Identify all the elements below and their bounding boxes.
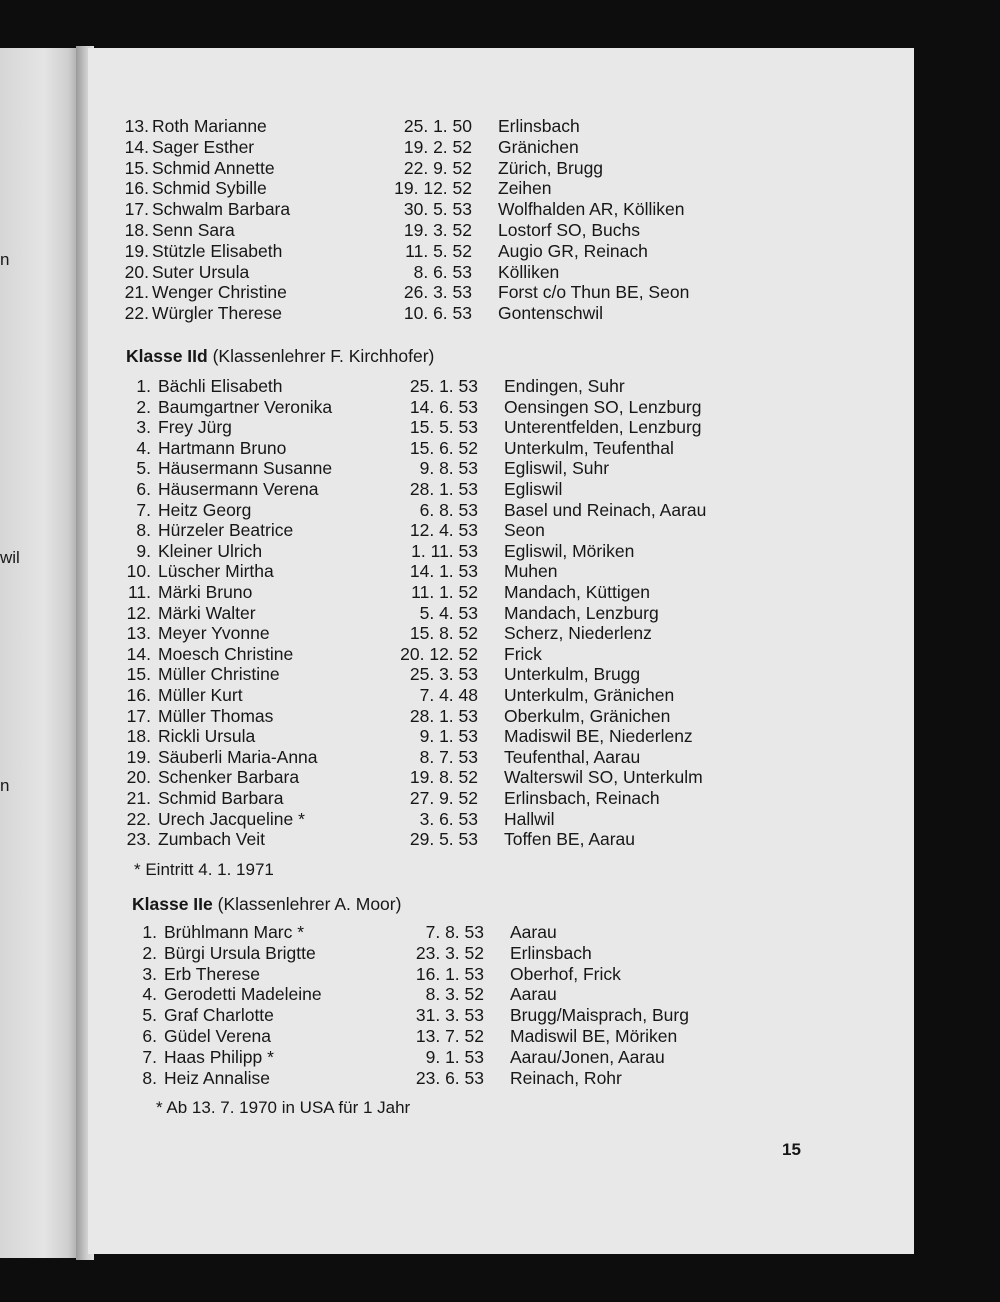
table-row bbox=[88, 541, 888, 561]
birth-date: 11. 1. 52 bbox=[411, 582, 478, 602]
birth-date: 30. 5. 53 bbox=[403, 199, 472, 220]
student-name: Roth Marianne bbox=[152, 116, 267, 136]
row-number: 5. bbox=[136, 458, 151, 479]
student-name: Urech Jacqueline * bbox=[158, 808, 305, 829]
row-number: 2. bbox=[136, 396, 151, 417]
home-place: Frick bbox=[504, 643, 542, 664]
birth-date: 16. 1. 53 bbox=[415, 963, 484, 984]
row-number: 6. bbox=[136, 479, 151, 499]
student-name: Hürzeler Beatrice bbox=[158, 520, 294, 541]
student-name: Suter Ursula bbox=[152, 261, 250, 282]
row-number: 4. bbox=[136, 437, 151, 458]
student-name: Zumbach Veit bbox=[158, 829, 265, 850]
book-page bbox=[88, 48, 914, 1254]
student-name: Bächli Elisabeth bbox=[158, 376, 283, 396]
birth-date: 25. 1. 53 bbox=[409, 376, 478, 396]
home-place: Kölliken bbox=[498, 261, 560, 282]
birth-date: 8. 7. 53 bbox=[419, 746, 478, 767]
home-place: Unterkulm, Gränichen bbox=[504, 685, 675, 705]
birth-date: 22. 9. 52 bbox=[403, 157, 472, 178]
table-row bbox=[88, 282, 888, 302]
birth-date: 19. 8. 52 bbox=[409, 767, 478, 788]
birth-date: 20. 12. 52 bbox=[400, 643, 478, 664]
birth-date: 7. 4. 48 bbox=[419, 685, 478, 705]
row-number: 5. bbox=[142, 1005, 157, 1026]
student-name: Baumgartner Veronika bbox=[158, 396, 333, 417]
row-number: 15. bbox=[126, 664, 151, 685]
class-teacher: (Klassenlehrer A. Moor) bbox=[217, 894, 402, 914]
table-row bbox=[88, 664, 888, 684]
student-name: Müller Christine bbox=[158, 664, 280, 685]
row-number: 16. bbox=[126, 685, 151, 705]
row-number: 18. bbox=[126, 726, 151, 747]
table-row bbox=[88, 685, 888, 705]
student-name: Märki Walter bbox=[158, 602, 256, 623]
student-name: Rickli Ursula bbox=[158, 726, 256, 747]
row-number: 21. bbox=[126, 788, 151, 808]
birth-date: 11. 5. 52 bbox=[405, 240, 472, 261]
birth-date: 19. 2. 52 bbox=[403, 136, 472, 157]
table-row bbox=[88, 922, 888, 942]
row-number: 19. bbox=[124, 240, 149, 261]
row-number: 23. bbox=[126, 829, 151, 850]
row-number: 8. bbox=[142, 1067, 157, 1088]
birth-date: 29. 5. 53 bbox=[409, 829, 478, 850]
home-place: Aarau/Jonen, Aarau bbox=[510, 1046, 665, 1067]
birth-date: 9. 8. 53 bbox=[419, 458, 478, 479]
student-name: Schenker Barbara bbox=[158, 767, 300, 788]
row-number: 17. bbox=[124, 199, 149, 220]
row-number: 19. bbox=[126, 746, 151, 767]
birth-date: 15. 8. 52 bbox=[409, 623, 478, 644]
student-name: Gerodetti Madeleine bbox=[164, 984, 322, 1005]
row-number: 9. bbox=[136, 540, 151, 561]
home-place: Basel und Reinach, Aarau bbox=[504, 499, 707, 520]
table-row bbox=[88, 397, 888, 417]
home-place: Mandach, Lenzburg bbox=[504, 602, 659, 623]
home-place: Gränichen bbox=[498, 136, 579, 157]
table-row bbox=[88, 984, 888, 1004]
birth-date: 1. 11. 53 bbox=[411, 540, 478, 561]
student-name: Moesch Christine bbox=[158, 643, 294, 664]
table-row bbox=[88, 1026, 888, 1046]
birth-date: 23. 3. 52 bbox=[415, 942, 484, 963]
student-name: Heiz Annalise bbox=[164, 1067, 271, 1088]
table-row bbox=[88, 376, 888, 396]
student-name: Häusermann Verena bbox=[158, 479, 319, 499]
birth-date: 10. 6. 53 bbox=[403, 303, 472, 324]
birth-date: 12. 4. 53 bbox=[409, 520, 478, 541]
student-name: Hartmann Bruno bbox=[158, 437, 287, 458]
home-place: Unterentfelden, Lenzburg bbox=[504, 417, 702, 438]
table-row bbox=[88, 303, 888, 323]
row-number: 4. bbox=[142, 984, 157, 1005]
student-name: Meyer Yvonne bbox=[158, 623, 270, 644]
home-place: Reinach, Rohr bbox=[510, 1067, 622, 1088]
birth-date: 9. 1. 53 bbox=[419, 726, 478, 747]
home-place: Madiswil BE, Niederlenz bbox=[504, 726, 693, 747]
left-page-fragment: n bbox=[0, 250, 10, 269]
home-place: Forst c/o Thun BE, Seon bbox=[498, 282, 690, 303]
home-place: Muhen bbox=[504, 561, 558, 582]
table-row bbox=[88, 603, 888, 623]
table-row bbox=[88, 747, 888, 767]
student-name: Schmid Barbara bbox=[158, 788, 284, 808]
row-number: 20. bbox=[126, 767, 151, 788]
home-place: Scherz, Niederlenz bbox=[504, 623, 652, 644]
home-place: Oberhof, Frick bbox=[510, 963, 621, 984]
row-number: 16. bbox=[124, 178, 149, 199]
birth-date: 9. 1. 53 bbox=[425, 1046, 484, 1067]
home-place: Wolfhalden AR, Kölliken bbox=[498, 199, 685, 220]
table-row bbox=[88, 1068, 888, 1088]
footnote-iie: * Ab 13. 7. 1970 in USA für 1 Jahr bbox=[156, 1098, 411, 1117]
birth-date: 25. 3. 53 bbox=[409, 664, 478, 685]
table-row bbox=[88, 767, 888, 787]
table-row bbox=[88, 829, 888, 849]
row-number: 1. bbox=[142, 922, 157, 942]
row-number: 11. bbox=[127, 582, 151, 602]
home-place: Erlinsbach, Reinach bbox=[504, 788, 660, 808]
birth-date: 23. 6. 53 bbox=[415, 1067, 484, 1088]
birth-date: 6. 8. 53 bbox=[419, 499, 478, 520]
student-name: Brühlmann Marc * bbox=[164, 922, 305, 942]
row-number: 17. bbox=[126, 705, 151, 726]
page-number: 15 bbox=[782, 1140, 801, 1159]
footnote-iid: * Eintritt 4. 1. 1971 bbox=[134, 860, 274, 879]
table-row bbox=[88, 178, 888, 198]
row-number: 7. bbox=[136, 499, 151, 520]
birth-date: 15. 6. 52 bbox=[409, 437, 478, 458]
home-place: Lostorf SO, Buchs bbox=[498, 220, 641, 240]
table-row bbox=[88, 220, 888, 240]
table-row bbox=[88, 1047, 888, 1067]
row-number: 8. bbox=[136, 520, 151, 541]
left-page-edge bbox=[0, 48, 80, 1258]
birth-date: 26. 3. 53 bbox=[403, 282, 472, 303]
birth-date: 8. 3. 52 bbox=[425, 984, 484, 1005]
table-row bbox=[88, 458, 888, 478]
class-heading-iid bbox=[126, 346, 434, 367]
student-name: Häusermann Susanne bbox=[158, 458, 333, 479]
table-row bbox=[88, 1005, 888, 1025]
student-name: Würgler Therese bbox=[152, 303, 283, 324]
birth-date: 19. 12. 52 bbox=[394, 178, 472, 199]
home-place: Zürich, Brugg bbox=[498, 157, 604, 178]
table-row bbox=[88, 964, 888, 984]
home-place: Endingen, Suhr bbox=[504, 376, 625, 396]
student-name: Graf Charlotte bbox=[164, 1005, 274, 1026]
row-number: 22. bbox=[124, 303, 149, 324]
student-name: Säuberli Maria-Anna bbox=[158, 746, 318, 767]
birth-date: 7. 8. 53 bbox=[425, 922, 484, 942]
row-number: 6. bbox=[142, 1026, 157, 1046]
birth-date: 14. 6. 53 bbox=[409, 396, 478, 417]
birth-date: 14. 1. 53 bbox=[409, 561, 478, 582]
row-number: 3. bbox=[136, 417, 151, 438]
home-place: Walterswil SO, Unterkulm bbox=[504, 767, 703, 788]
row-number: 7. bbox=[142, 1046, 157, 1067]
birth-date: 25. 1. 50 bbox=[403, 116, 472, 136]
row-number: 1. bbox=[136, 376, 151, 396]
table-row bbox=[88, 561, 888, 581]
student-name: Schmid Sybille bbox=[152, 178, 267, 199]
student-name: Bürgi Ursula Brigtte bbox=[164, 942, 316, 963]
row-number: 14. bbox=[126, 643, 151, 664]
table-row bbox=[88, 262, 888, 282]
home-place: Egliswil bbox=[504, 479, 563, 499]
row-number: 12. bbox=[126, 602, 151, 623]
student-name: Schmid Annette bbox=[152, 157, 275, 178]
class-heading-iie bbox=[132, 894, 401, 915]
student-name: Frey Jürg bbox=[158, 417, 232, 438]
row-number: 3. bbox=[142, 963, 157, 984]
row-number: 15. bbox=[124, 157, 149, 178]
row-number: 21. bbox=[124, 282, 149, 303]
row-number: 14. bbox=[124, 136, 149, 157]
table-row bbox=[88, 644, 888, 664]
student-name: Kleiner Ulrich bbox=[158, 540, 263, 561]
table-row bbox=[88, 199, 888, 219]
home-place: Oensingen SO, Lenzburg bbox=[504, 396, 702, 417]
student-name: Senn Sara bbox=[152, 220, 235, 240]
row-number: 10. bbox=[126, 561, 151, 582]
student-name: Wenger Christine bbox=[152, 282, 287, 303]
birth-date: 31. 3. 53 bbox=[415, 1005, 484, 1026]
home-place: Seon bbox=[504, 520, 545, 541]
left-page-fragment: wil bbox=[0, 548, 20, 567]
home-place: Augio GR, Reinach bbox=[498, 240, 648, 261]
home-place: Unterkulm, Brugg bbox=[504, 664, 641, 685]
student-name: Stützle Elisabeth bbox=[152, 240, 283, 261]
home-place: Egliswil, Möriken bbox=[504, 540, 635, 561]
home-place: Toffen BE, Aarau bbox=[504, 829, 636, 850]
table-row bbox=[88, 137, 888, 157]
row-number: 22. bbox=[126, 808, 151, 829]
student-name: Märki Bruno bbox=[158, 582, 253, 602]
table-row bbox=[88, 788, 888, 808]
home-place: Madiswil BE, Möriken bbox=[510, 1026, 678, 1046]
row-number: 2. bbox=[142, 942, 157, 963]
class-teacher: (Klassenlehrer F. Kirchhofer) bbox=[212, 346, 435, 366]
table-row bbox=[88, 479, 888, 499]
left-page-fragment: n bbox=[0, 776, 10, 795]
home-place: Gontenschwil bbox=[498, 303, 604, 324]
table-row bbox=[88, 417, 888, 437]
table-row bbox=[88, 623, 888, 643]
table-row bbox=[88, 116, 888, 136]
student-name: Müller Thomas bbox=[158, 705, 274, 726]
home-place: Mandach, Küttigen bbox=[504, 582, 650, 602]
table-row bbox=[88, 809, 888, 829]
table-row bbox=[88, 158, 888, 178]
student-name: Sager Esther bbox=[152, 136, 255, 157]
birth-date: 15. 5. 53 bbox=[409, 417, 478, 438]
student-name: Güdel Verena bbox=[164, 1026, 272, 1046]
home-place: Brugg/Maisprach, Burg bbox=[510, 1005, 689, 1026]
birth-date: 13. 7. 52 bbox=[415, 1026, 484, 1046]
table-row bbox=[88, 241, 888, 261]
home-place: Aarau bbox=[510, 922, 557, 942]
home-place: Erlinsbach bbox=[498, 116, 580, 136]
student-name: Erb Therese bbox=[164, 963, 260, 984]
birth-date: 28. 1. 53 bbox=[409, 705, 478, 726]
birth-date: 19. 3. 52 bbox=[403, 220, 472, 240]
home-place: Unterkulm, Teufenthal bbox=[504, 437, 674, 458]
birth-date: 8. 6. 53 bbox=[413, 261, 472, 282]
row-number: 13. bbox=[124, 116, 149, 136]
home-place: Egliswil, Suhr bbox=[504, 458, 610, 479]
table-row bbox=[88, 438, 888, 458]
row-number: 18. bbox=[124, 220, 149, 240]
table-row bbox=[88, 706, 888, 726]
home-place: Teufenthal, Aarau bbox=[504, 746, 641, 767]
student-name: Lüscher Mirtha bbox=[158, 561, 274, 582]
table-row bbox=[88, 520, 888, 540]
home-place: Aarau bbox=[510, 984, 557, 1005]
table-row bbox=[88, 582, 888, 602]
home-place: Hallwil bbox=[504, 808, 555, 829]
row-number: 13. bbox=[126, 623, 151, 644]
student-name: Heitz Georg bbox=[158, 499, 252, 520]
row-number: 20. bbox=[124, 261, 149, 282]
class-title: Klasse IIe bbox=[132, 894, 213, 914]
home-place: Zeihen bbox=[498, 178, 552, 199]
home-place: Oberkulm, Gränichen bbox=[504, 705, 671, 726]
table-row bbox=[88, 726, 888, 746]
home-place: Erlinsbach bbox=[510, 942, 592, 963]
student-name: Haas Philipp * bbox=[164, 1046, 274, 1067]
table-row bbox=[88, 500, 888, 520]
birth-date: 3. 6. 53 bbox=[419, 808, 478, 829]
table-row bbox=[88, 943, 888, 963]
birth-date: 27. 9. 52 bbox=[409, 788, 478, 808]
student-name: Müller Kurt bbox=[158, 685, 243, 705]
class-title: Klasse IId bbox=[126, 346, 208, 366]
birth-date: 5. 4. 53 bbox=[419, 602, 478, 623]
birth-date: 28. 1. 53 bbox=[409, 479, 478, 499]
student-name: Schwalm Barbara bbox=[152, 199, 291, 220]
